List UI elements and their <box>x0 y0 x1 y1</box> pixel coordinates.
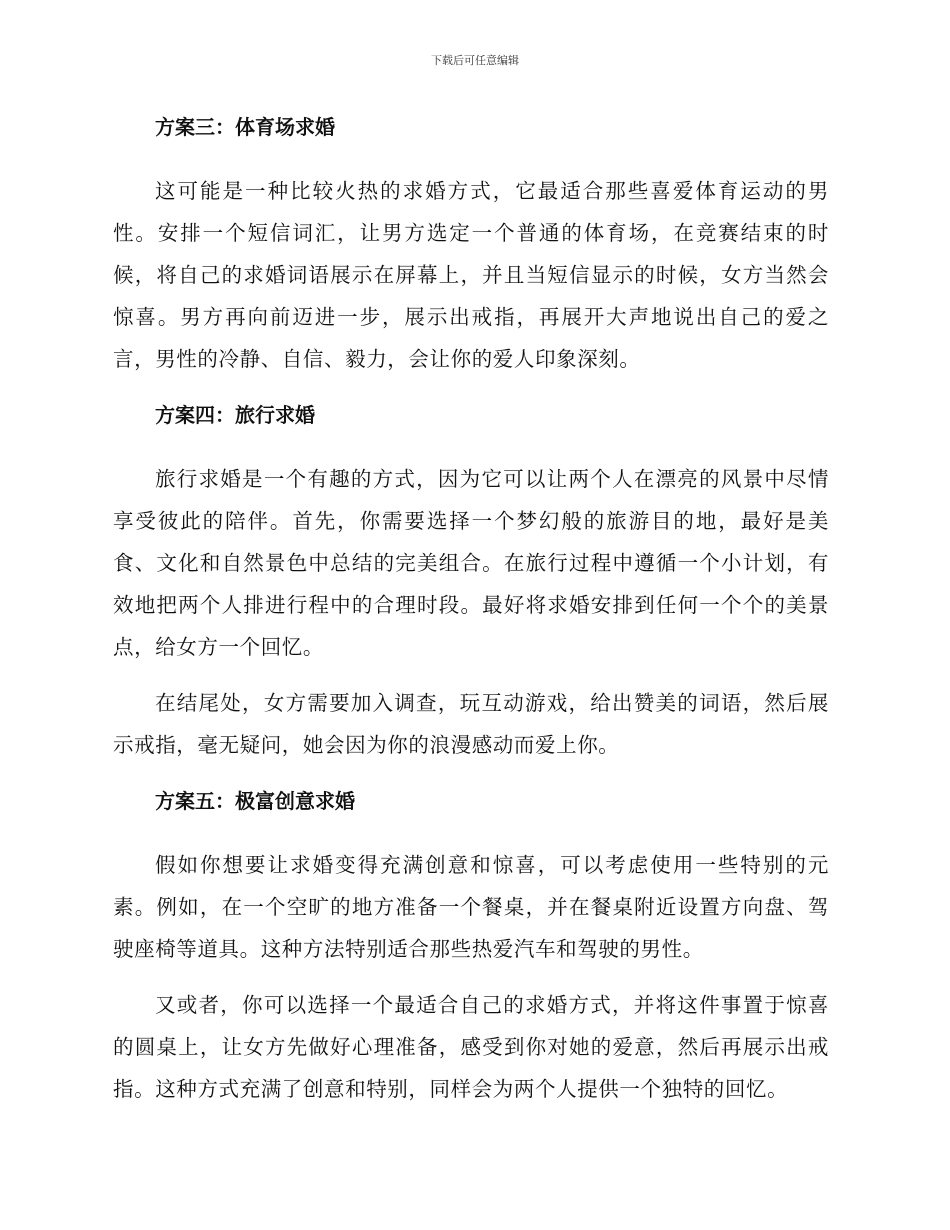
document-body <box>113 106 829 1110</box>
section-heading-plan-5: 方案五：极富创意求婚 <box>155 789 355 813</box>
paragraph: 旅行求婚是一个有趣的方式，因为它可以让两个人在漂亮的风景中尽情享受彼此的陪伴。首先，你需要选择一个梦幻般的旅游目的地，最好是美食、文化和自然景色中总结的完美组合。在旅行过程中遵循一个小计划，有效地把两个人排进行程中的合理时段。最好将求婚安排到任何一个个的美景点，给女方一个回忆。 <box>113 467 829 659</box>
paragraph: 在结尾处，女方需要加入调查，玩互动游戏，给出赞美的词语，然后展示戒指，毫无疑问，她会因为你的浪漫感动而爱上你。 <box>113 691 829 757</box>
paragraph: 假如你想要让求婚变得充满创意和惊喜，可以考虑使用一些特别的元素。例如，在一个空旷的地方准备一个餐桌，并在餐桌附近设置方向盘、驾驶座椅等道具。这种方法特别适合那些热爱汽车和驾驶的男性。 <box>113 853 829 961</box>
paragraph: 又或者，你可以选择一个最适合自己的求婚方式，并将这件事置于惊喜的圆桌上，让女方先做好心理准备，感受到你对她的爱意，然后再展示出戒指。这种方式充满了创意和特别，同样会为两个人提供一个独特的回忆。 <box>113 993 829 1101</box>
page-header-note: 下载后可任意编辑 <box>431 54 519 67</box>
section-heading-plan-3: 方案三：体育场求婚 <box>155 115 335 139</box>
section-heading-plan-4: 方案四：旅行求婚 <box>155 403 315 427</box>
paragraph: 这可能是一种比较火热的求婚方式，它最适合那些喜爱体育运动的男性。安排一个短信词汇，让男方选定一个普通的体育场，在竞赛结束的时候，将自己的求婚词语展示在屏幕上，并且当短信显示的时候，女方当然会惊喜。男方再向前迈进一步，展示出戒指，再展开大声地说出自己的爱之言，男性的冷静、自信、毅力，会让你的爱人印象深刻。 <box>113 179 829 371</box>
